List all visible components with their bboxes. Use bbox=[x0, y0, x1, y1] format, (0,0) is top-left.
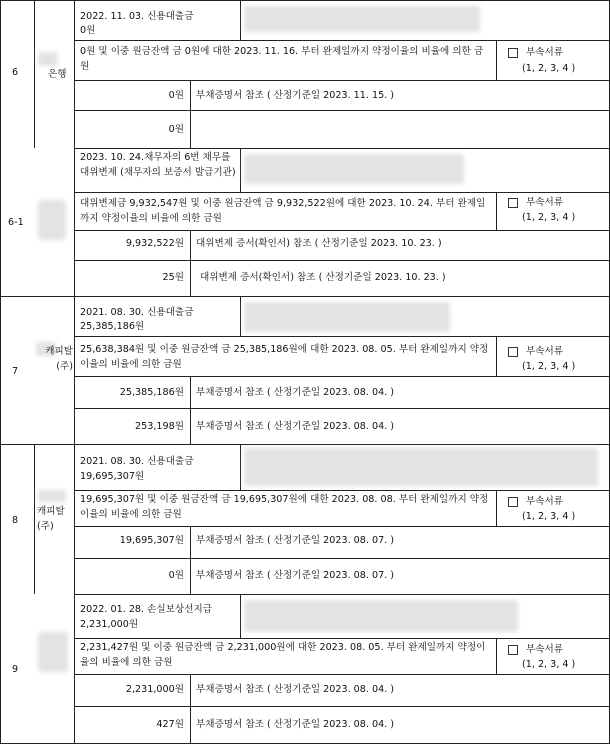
redacted-block bbox=[244, 302, 450, 332]
amount-note: 부채증명서 참조 ( 산정기준일 2023. 08. 07. ) bbox=[196, 570, 395, 581]
redacted-block bbox=[244, 154, 464, 184]
row-number: 6 bbox=[12, 67, 19, 78]
claim-amount-principal: 19,695,307원 bbox=[119, 535, 184, 546]
attachment-checkbox[interactable] bbox=[508, 645, 518, 655]
redacted-creditor bbox=[38, 490, 66, 502]
claim-principal: 19,695,307원 bbox=[80, 471, 145, 482]
attachment-numbers: (1, 2, 3, 4 ) bbox=[522, 659, 576, 670]
claim-amount-interest: 427원 bbox=[156, 719, 184, 730]
row-number: 7 bbox=[12, 366, 19, 377]
redacted-creditor bbox=[38, 632, 68, 672]
amount-note: 부채증명서 참조 ( 산정기준일 2023. 11. 15. ) bbox=[196, 90, 395, 101]
attachment-checkbox[interactable] bbox=[508, 48, 518, 58]
claim-amount-principal: 2,231,000원 bbox=[125, 684, 184, 695]
interest-description: 25,638,384원 및 이중 원금잔액 금 25,385,186원에 대한 2023. 08. 05. 부터 완제일까지 약정이율의 비율에 의한 금원 bbox=[80, 344, 489, 370]
redacted-creditor bbox=[38, 52, 58, 66]
redacted-creditor bbox=[38, 200, 66, 240]
attachment-numbers: (1, 2, 3, 4 ) bbox=[522, 63, 576, 74]
claim-date-cause: 2022. 01. 28. 손실보상선지급 bbox=[80, 604, 213, 615]
attachment-label: 부속서류 bbox=[526, 197, 564, 208]
interest-description: 대위변제금 9,932,547원 및 이중 원금잔액 금 9,932,522원에 대한 2023. 10. 24. 부터 완제일까지 약정이율의 비율에 의한 금원 bbox=[80, 198, 486, 224]
interest-description: 0원 및 이중 원금잔액 금 0원에 대한 2023. 11. 16. 부터 완제일까지 약정이율의 비율에 의한 금원 bbox=[80, 46, 484, 72]
attachment-numbers: (1, 2, 3, 4 ) bbox=[522, 212, 576, 223]
claim-amount-principal: 9,932,522원 bbox=[125, 238, 184, 249]
redacted-block bbox=[244, 448, 598, 486]
row-number: 9 bbox=[12, 664, 19, 675]
attachment-numbers: (1, 2, 3, 4 ) bbox=[522, 511, 576, 522]
claim-amount-interest: 25원 bbox=[162, 272, 184, 283]
amount-note: 부채증명서 참조 ( 산정기준일 2023. 08. 04. ) bbox=[196, 719, 395, 730]
creditor-name: 은행 bbox=[48, 69, 67, 80]
amount-note: 대위변제 증서(확인서) 참조 ( 산정기준일 2023. 10. 23. ) bbox=[200, 272, 446, 283]
claim-amount-principal: 25,385,186원 bbox=[119, 387, 184, 398]
amount-note: 부채증명서 참조 ( 산정기준일 2023. 08. 04. ) bbox=[196, 387, 395, 398]
claim-date-cause: 2023. 10. 24.채무자의 6번 채무를 대위변제 (채무자의 보증서 발급기관) bbox=[80, 152, 236, 178]
redacted-block bbox=[244, 600, 518, 632]
claim-amount-interest: 0원 bbox=[168, 124, 184, 135]
redacted-block bbox=[244, 6, 480, 32]
creditor-name: 캐피탈(주) bbox=[45, 346, 73, 372]
row-number: 6-1 bbox=[8, 217, 24, 228]
attachment-checkbox[interactable] bbox=[508, 198, 518, 208]
claim-principal: 2,231,000원 bbox=[80, 619, 139, 630]
claim-principal: 25,385,186원 bbox=[80, 321, 145, 332]
amount-note: 부채증명서 참조 ( 산정기준일 2023. 08. 04. ) bbox=[196, 684, 395, 695]
amount-note: 부채증명서 참조 ( 산정기준일 2023. 08. 07. ) bbox=[196, 535, 395, 546]
attachment-numbers: (1, 2, 3, 4 ) bbox=[522, 361, 576, 372]
attachment-label: 부속서류 bbox=[526, 496, 564, 507]
amount-note: 대위변제 증서(확인서) 참조 ( 산정기준일 2023. 10. 23. ) bbox=[196, 238, 442, 249]
claim-principal: 0원 bbox=[80, 25, 96, 36]
creditor-name: 캐피탈(주) bbox=[37, 506, 65, 532]
interest-description: 2,231,427원 및 이중 원금잔액 금 2,231,000원에 대한 2023. 08. 05. 부터 완제일까지 약정이율의 비율에 의한 금원 bbox=[80, 642, 486, 668]
claim-date-cause: 2021. 08. 30. 신용대출금 bbox=[80, 456, 194, 467]
attachment-label: 부속서류 bbox=[526, 47, 564, 58]
claim-amount-interest: 253,198원 bbox=[135, 421, 184, 432]
claim-date-cause: 2021. 08. 30. 신용대출금 bbox=[80, 307, 194, 318]
claim-amount-interest: 0원 bbox=[168, 570, 184, 581]
attachment-label: 부속서류 bbox=[526, 644, 564, 655]
claim-amount-principal: 0원 bbox=[168, 90, 184, 101]
row-number: 8 bbox=[12, 515, 19, 526]
attachment-checkbox[interactable] bbox=[508, 497, 518, 507]
attachment-checkbox[interactable] bbox=[508, 347, 518, 357]
claim-date-cause: 2022. 11. 03. 신용대출금 bbox=[80, 11, 194, 22]
amount-note: 부채증명서 참조 ( 산정기준일 2023. 08. 04. ) bbox=[196, 421, 395, 432]
interest-description: 19,695,307원 및 이중 원금잔액 금 19,695,307원에 대한 2023. 08. 08. 부터 완제일까지 약정이율의 비율에 의한 금원 bbox=[80, 494, 489, 520]
attachment-label: 부속서류 bbox=[526, 346, 564, 357]
